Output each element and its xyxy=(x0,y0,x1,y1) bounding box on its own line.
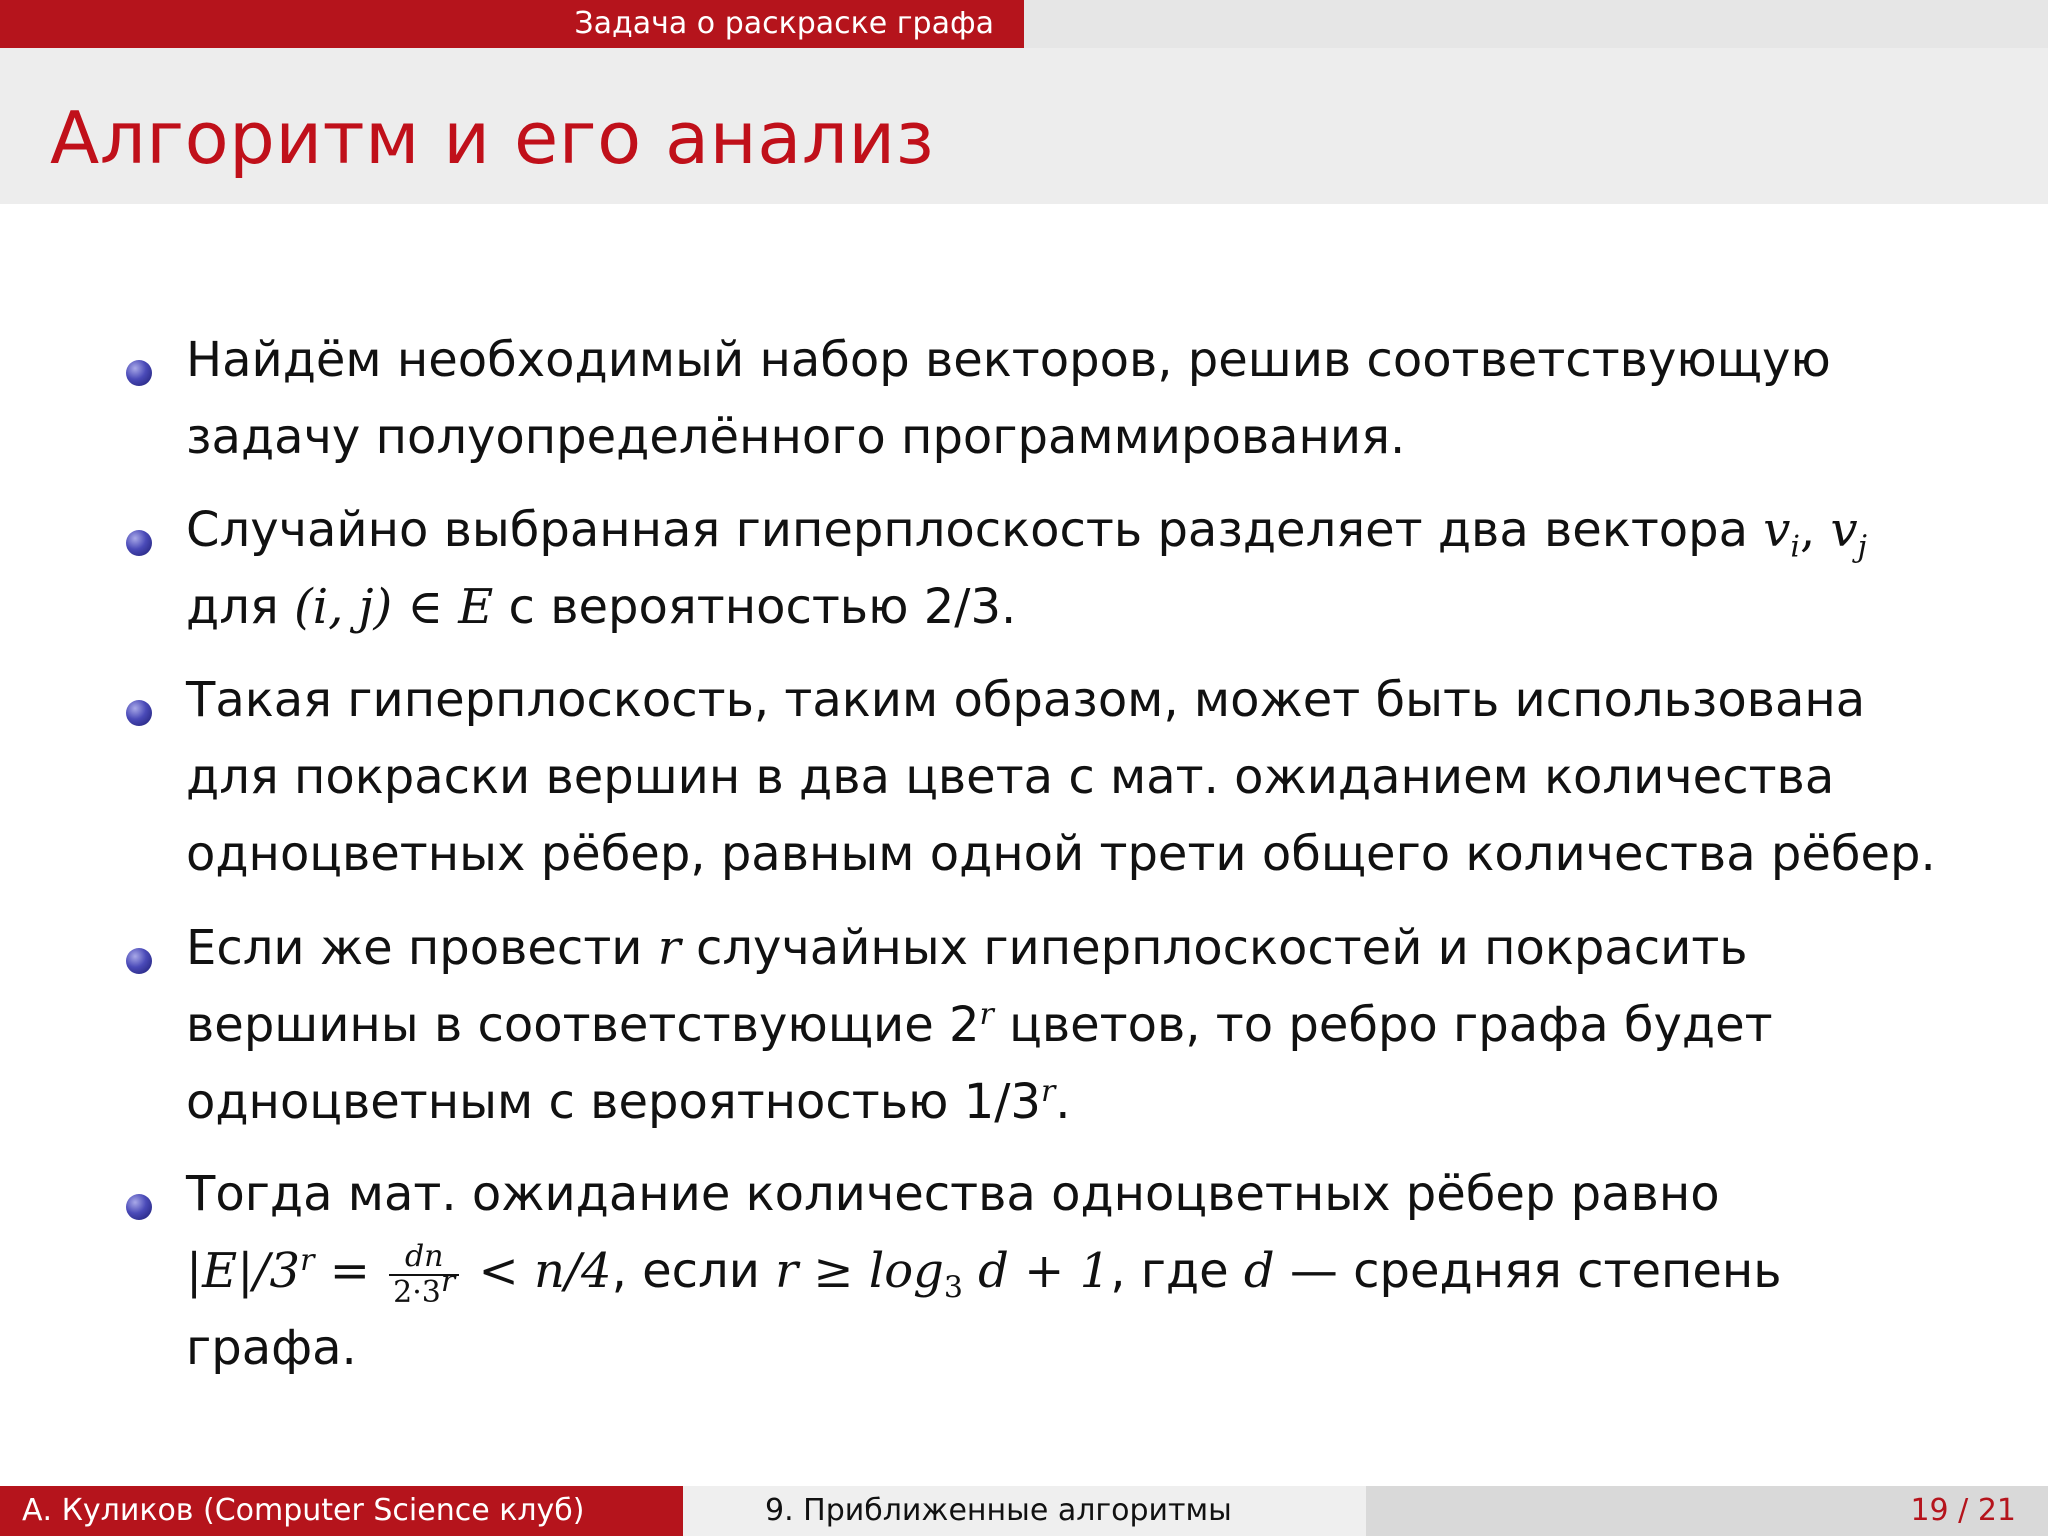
math-subscript: 3 xyxy=(943,1270,963,1306)
bullet-line: для покраски вершин в два цвета с мат. ожиданием количества xyxy=(186,749,1835,805)
footer-author[interactable]: А. Куликов (Computer Science клуб) xyxy=(0,1486,683,1536)
fraction-denominator xyxy=(389,1263,459,1310)
bullet-icon xyxy=(126,1194,152,1220)
math-subscript: i xyxy=(1790,529,1801,565)
bullet-text xyxy=(186,910,2006,1141)
math-edge-membership: (i, j) ∈ E xyxy=(294,579,494,635)
math-separator: , xyxy=(1800,502,1831,558)
math-term: r ≥ log xyxy=(775,1243,944,1299)
math-superscript: r xyxy=(1040,1074,1056,1109)
bullet-line-text: для xyxy=(186,579,294,635)
fraction-numerator: dn xyxy=(389,1240,459,1276)
bullet-line: одноцветных рёбер, равным одной трети общего количества рёбер. xyxy=(186,826,1936,882)
bullet-icon xyxy=(126,948,152,974)
math-operator: = xyxy=(314,1243,386,1299)
bullet-icon xyxy=(126,360,152,386)
math-vector-vj xyxy=(1830,502,1867,565)
bullet-line-text: . xyxy=(1055,1074,1071,1130)
math-superscript: r xyxy=(300,1243,315,1278)
bullet-line xyxy=(186,492,2006,569)
bullet-line: Тогда мат. ожидание количества одноцветных рёбер равно xyxy=(186,1166,1720,1222)
bullet-line-text: случайных гиперплоскостей и покрасить xyxy=(680,920,1748,976)
bullet-line-text: вершины в соответствующие 2 xyxy=(186,997,980,1053)
math-expression xyxy=(186,1238,612,1310)
top-navigation-bar xyxy=(0,0,2048,48)
math-superscript: r xyxy=(440,1263,456,1299)
math-term: |E|/3 xyxy=(186,1243,301,1299)
math-vector-vi xyxy=(1763,502,1801,565)
math-term: 2·3 xyxy=(393,1274,441,1310)
bullet-line-text: — средняя степень xyxy=(1274,1243,1782,1299)
bullet-line xyxy=(186,987,2006,1064)
math-subscript: j xyxy=(1857,529,1867,565)
slide-title: Алгоритм и его анализ xyxy=(50,96,935,180)
footer-lecture-title[interactable]: 9. Приближенные алгоритмы xyxy=(683,1486,1366,1536)
bullet-line-text: цветов, то ребро графа будет xyxy=(993,997,1773,1053)
bullet-line xyxy=(186,910,2006,987)
bullet-line-text: Если же провести xyxy=(186,920,658,976)
bullet-line-text: одноцветным с вероятностью 1/3 xyxy=(186,1074,1041,1130)
bullet-text xyxy=(186,322,2006,476)
bullet-text xyxy=(186,492,2006,646)
section-title[interactable]: Задача о раскраске графа xyxy=(0,0,1024,48)
bullet-icon xyxy=(126,700,152,726)
bullet-line-text: Случайно выбранная гиперплоскость разделяет два вектора xyxy=(186,502,1764,558)
bullet-text xyxy=(186,662,2006,893)
bullet-text xyxy=(186,1156,2006,1387)
math-term: < n/4 xyxy=(463,1243,612,1299)
math-term: d + 1 xyxy=(962,1243,1111,1299)
bullet-line xyxy=(186,1233,2006,1310)
footer-bar xyxy=(0,1486,2048,1536)
math-variable-r: r xyxy=(657,920,681,976)
bullet-line-text: с вероятностью 2/3. xyxy=(493,579,1017,635)
bullet-line-text: , если xyxy=(611,1243,776,1299)
math-symbol: v xyxy=(1763,502,1791,558)
math-fraction xyxy=(389,1240,459,1310)
bullet-line: графа. xyxy=(186,1320,357,1376)
bullet-line xyxy=(186,569,2006,646)
bullet-line-text: , где xyxy=(1110,1243,1244,1299)
bullet-line: задачу полуопределённого программирования. xyxy=(186,409,1406,465)
footer-page-number: 19 / 21 xyxy=(1366,1486,2048,1536)
bullet-line: Такая гиперплоскость, таким образом, может быть использована xyxy=(186,672,1866,728)
math-symbol: v xyxy=(1830,502,1858,558)
bullet-icon xyxy=(126,530,152,556)
bullet-line xyxy=(186,1064,2006,1141)
bullet-line: Найдём необходимый набор векторов, решив соответствующую xyxy=(186,332,1831,388)
slide-title-bar xyxy=(0,48,2048,204)
math-variable-d: d xyxy=(1243,1243,1275,1299)
math-superscript: r xyxy=(979,997,994,1032)
